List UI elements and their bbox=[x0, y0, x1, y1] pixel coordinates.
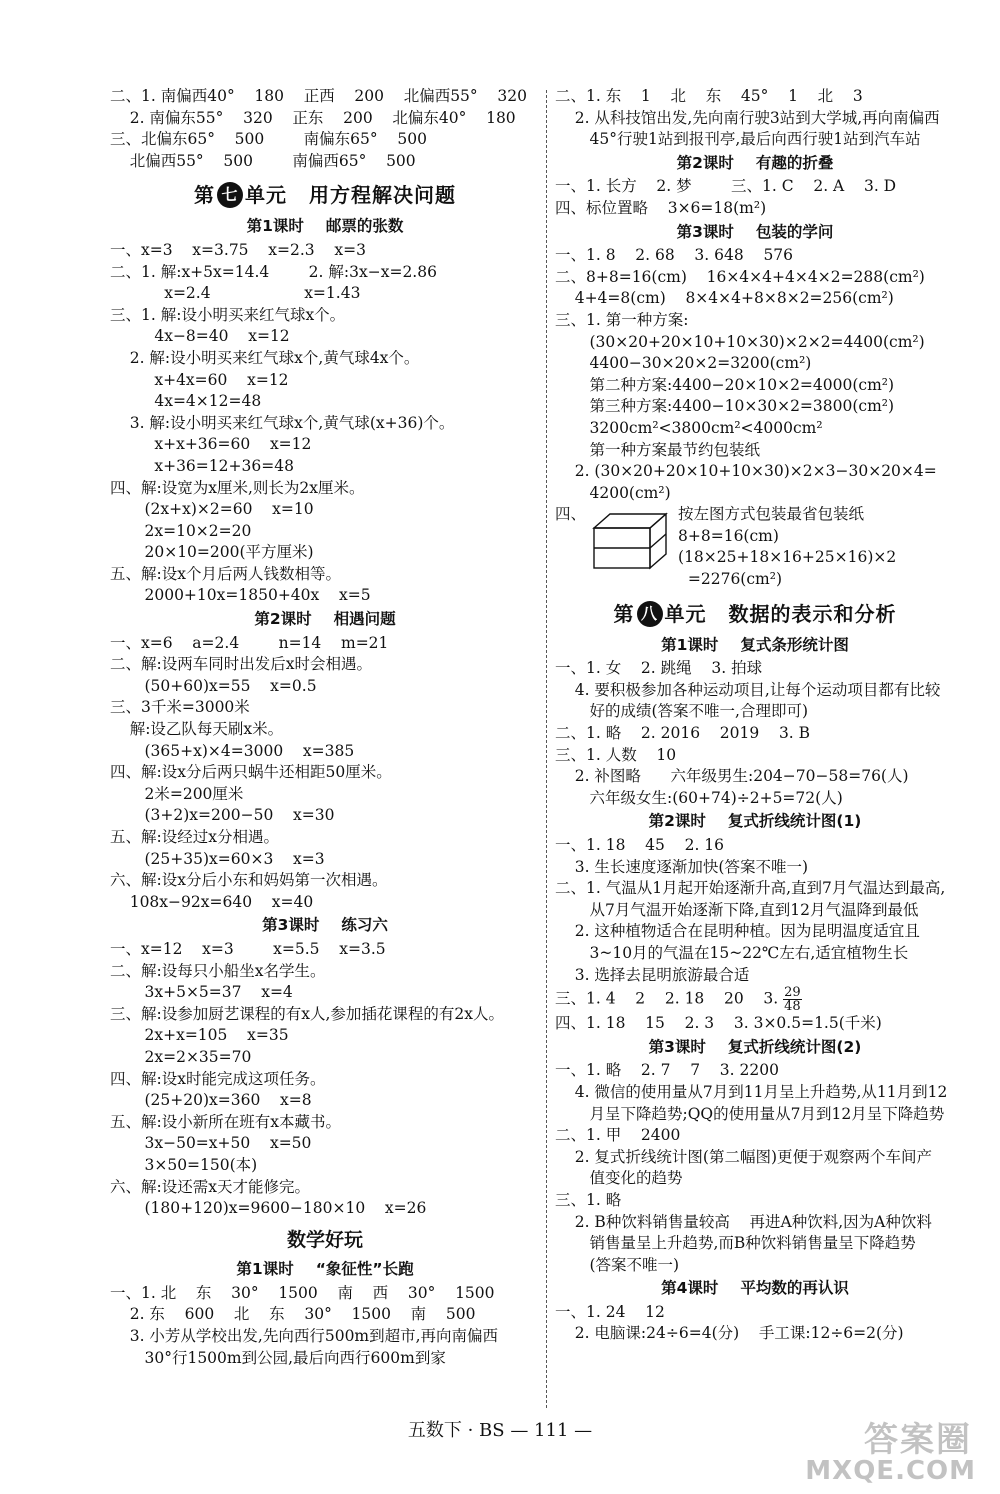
answer-line: 按左图方式包装最省包装纸 bbox=[678, 505, 865, 524]
answer-line: 一、1. 女 2. 跳绳 3. 拍球 bbox=[555, 659, 763, 678]
answer-line: 一、x=3 x=3.75 x=2.3 x=3 bbox=[110, 240, 366, 259]
lesson-practice6-answers bbox=[110, 939, 540, 1220]
lesson-average-answers bbox=[555, 1302, 955, 1345]
answer-line: 二、1. 甲 2400 bbox=[555, 1126, 681, 1145]
answer-line: 五、解:设小新所在班有x本藏书。 bbox=[110, 1112, 341, 1131]
lesson-label: 第2课时 bbox=[648, 812, 706, 831]
answer-line: 4200(cm²) bbox=[555, 483, 671, 502]
answer-line: 2. 电脑课:24÷6=4(分) 手工课:12÷6=2(分) bbox=[555, 1324, 904, 1343]
answer-line: 20×10=200(平方厘米) bbox=[110, 543, 314, 562]
answer-line: 四、解:设宽为x厘米,则长为2x厘米。 bbox=[110, 478, 365, 497]
unit-8-title bbox=[555, 601, 955, 627]
answer-line: 解:设乙队每天刷x米。 bbox=[110, 720, 284, 739]
answer-line: 3×50=150(本) bbox=[110, 1155, 258, 1174]
answer-line: 4400−30×20×2=3200(cm²) bbox=[555, 354, 812, 373]
answer-line: 3. 小芳从学校出发,先向西行500m到超市,再向南偏西 bbox=[110, 1327, 499, 1346]
lesson-name: 复式条形统计图 bbox=[740, 635, 849, 654]
answer-line: 一、1. 北 东 30° 1500 南 西 30° 1500 bbox=[110, 1283, 495, 1302]
answer-line: 一、1. 24 12 bbox=[555, 1302, 665, 1321]
watermark-url: MXQE.COM bbox=[805, 1456, 976, 1486]
lesson-line-chart-1-answers bbox=[555, 835, 955, 986]
answer-line: 3200cm²<3800cm²<4000cm² bbox=[555, 418, 823, 437]
answer-line: 2. (30×20+20×10+10×30)×2×3−30×20×4= bbox=[555, 462, 937, 481]
answer-line: 北偏西55° 500 南偏西65° 500 bbox=[110, 151, 416, 170]
answer-line: 4. 微信的使用量从7月到11月呈上升趋势,从11月到12 bbox=[555, 1082, 948, 1101]
answer-line: 二、1. 南偏西40° 180 正西 200 北偏西55° 320 bbox=[110, 87, 527, 105]
lesson-label: 第2课时 bbox=[676, 153, 734, 172]
lesson-name: 有趣的折叠 bbox=[755, 153, 834, 172]
answer-line: x+x+36=60 x=12 bbox=[110, 435, 312, 454]
unit-7-name: 用方程解决问题 bbox=[309, 183, 456, 208]
answer-line: 二、解:设每只小船坐x名学生。 bbox=[110, 961, 326, 980]
lesson-title-symbolic-run bbox=[110, 1259, 540, 1281]
lesson-label: 第3课时 bbox=[676, 222, 734, 241]
answer-line: 4x−8=40 x=12 bbox=[110, 327, 290, 346]
answer-line: 四、解:设x分后两只蜗牛还相距50厘米。 bbox=[110, 763, 392, 782]
answer-line: 3. 生长速度逐渐加快(答案不唯一) bbox=[555, 857, 809, 876]
answer-line: 六、解:设还需x天才能修完。 bbox=[110, 1177, 310, 1196]
question-number: 四、 bbox=[555, 505, 587, 524]
answer-line: 4+4=8(cm) 8×4×4+8×8×2=256(cm²) bbox=[555, 289, 894, 308]
watermark-logo bbox=[772, 1412, 982, 1490]
answer-line: 2. 解:设小明买来红气球x个,黄气球4x个。 bbox=[110, 348, 420, 367]
packaging-q4-lines bbox=[678, 504, 896, 590]
lesson-title-bar-chart bbox=[555, 635, 955, 657]
left-intro-lines bbox=[110, 86, 540, 172]
answer-line: 3x−50=x+50 x=50 bbox=[110, 1134, 312, 1153]
right-top-lines bbox=[555, 86, 955, 151]
answer-line: 一、1. 18 45 2. 16 bbox=[555, 836, 725, 854]
unit-7-number-badge: 七 bbox=[217, 182, 243, 208]
answer-line: 一、1. 8 2. 68 3. 648 576 bbox=[555, 246, 794, 265]
unit-8-name: 数据的表示和分析 bbox=[728, 601, 897, 626]
packaging-q4 bbox=[555, 504, 955, 590]
lesson-line-chart-2-answers bbox=[555, 1060, 955, 1276]
answer-line: 3x+5×5=37 x=4 bbox=[110, 983, 293, 1002]
answer-line: 六年级女生:(60+74)÷2+5=72(人) bbox=[555, 788, 843, 807]
fraction-line-prefix: 三、1. 4 2 2. 18 20 3. bbox=[555, 989, 784, 1008]
answer-line: 2. 从科技馆出发,先向南行驶3站到大学城,再向南偏西 bbox=[555, 108, 940, 127]
lesson-name: 邮票的张数 bbox=[325, 217, 404, 236]
answer-line: 一、1. 长方 2. 梦 三、1. C 2. A 3. D bbox=[555, 177, 897, 196]
answer-line: 销售量呈上升趋势,而B种饮料销售量呈下降趋势 bbox=[555, 1234, 916, 1253]
lesson-stamps-answers bbox=[110, 240, 540, 607]
column-divider bbox=[546, 90, 547, 1408]
answer-line: 六、解:设x分后小东和妈妈第一次相遇。 bbox=[110, 871, 388, 890]
answer-line: (30×20+20×10+10×30)×2×2=4400(cm²) bbox=[555, 332, 925, 351]
fraction bbox=[783, 986, 802, 1013]
answer-line: x+4x=60 x=12 bbox=[110, 370, 289, 389]
answer-line: 四、1. 18 15 2. 3 3. 3×0.5=1.5(千米) bbox=[555, 1014, 882, 1033]
answer-line: 30°行1500m到公园,最后向西行600m到家 bbox=[110, 1348, 446, 1367]
lesson-title-line-chart-1 bbox=[555, 811, 955, 833]
left-column bbox=[110, 86, 540, 1369]
answer-line: (18×25+18×16+25×16)×2 bbox=[678, 548, 897, 567]
answer-line: 2. B种饮料销售量较高 再进A种饮料,因为A种饮料 bbox=[555, 1212, 932, 1231]
answer-line: 二、解:设两车同时出发后x时会相遇。 bbox=[110, 655, 372, 674]
lesson-title-packaging bbox=[555, 222, 955, 244]
lesson-label: 第3课时 bbox=[648, 1037, 706, 1056]
answer-line: 三、解:设参加厨艺课程的有x人,参加插花课程的有2x人。 bbox=[110, 1004, 504, 1023]
lesson-meeting-answers bbox=[110, 633, 540, 914]
answer-line: 3~10月的气温在15~22℃左右,适宜植物生长 bbox=[555, 943, 909, 962]
answer-line: 二、8+8=16(cm) 16×4×4+4×4×2=288(cm²) bbox=[555, 267, 925, 286]
answer-line: 二、1. 解:x+5x=14.4 2. 解:3x−x=2.86 bbox=[110, 262, 437, 281]
answer-line: 第二种方案:4400−20×10×2=4000(cm²) bbox=[555, 375, 895, 394]
unit-7-prefix: 第 bbox=[194, 183, 215, 208]
page-footer: 五数下 · BS — 111 — bbox=[407, 1420, 593, 1441]
answer-line: x+36=12+36=48 bbox=[110, 456, 294, 475]
fraction-denominator: 48 bbox=[784, 999, 801, 1015]
lesson-title-stamps bbox=[110, 216, 540, 238]
answer-line: 3. 选择去昆明旅游最合适 bbox=[555, 965, 750, 984]
answer-line: 2x=10×2=20 bbox=[110, 521, 252, 540]
answer-line: 4x=4×12=48 bbox=[110, 392, 262, 411]
answer-line: (180+120)x=9600−180×10 x=26 bbox=[110, 1199, 427, 1218]
answer-line: (3+2)x=200−50 x=30 bbox=[110, 806, 335, 825]
lesson-title-folding bbox=[555, 153, 955, 175]
answer-line: 三、1. 第一种方案: bbox=[555, 310, 689, 329]
lesson-title-practice6 bbox=[110, 915, 540, 937]
answer-line: =2276(cm²) bbox=[678, 570, 782, 589]
answer-line: (25+20)x=360 x=8 bbox=[110, 1091, 312, 1110]
unit-7-title bbox=[110, 182, 540, 208]
lesson-folding-answers bbox=[555, 176, 955, 219]
lesson-title-average bbox=[555, 1278, 955, 1300]
lesson-label: 第1课时 bbox=[661, 635, 719, 654]
lesson-label: 第1课时 bbox=[246, 217, 304, 236]
lesson-label: 第2课时 bbox=[254, 610, 312, 629]
answer-line: 2. 这种植物适合在昆明种植。因为昆明温度适宜且 bbox=[555, 922, 920, 941]
answer-line: 三、北偏东65° 500 南偏东65° 500 bbox=[110, 130, 427, 149]
answer-line: 2000+10x=1850+40x x=5 bbox=[110, 586, 371, 605]
answer-line: 2. 南偏东55° 320 正东 200 北偏东40° 180 bbox=[110, 108, 516, 127]
stacked-box-figure bbox=[590, 510, 670, 574]
answer-line: (25+35)x=60×3 x=3 bbox=[110, 849, 325, 868]
fraction-numerator: 29 bbox=[784, 985, 801, 1001]
answer-line: 第一种方案最节约包装纸 bbox=[555, 440, 760, 459]
lesson-line-chart-1-after bbox=[555, 1013, 955, 1035]
section-title-math-fun: 数学好玩 bbox=[286, 1228, 363, 1251]
answer-line: 2. 复式折线统计图(第二幅图)更便于观察两个车间产 bbox=[555, 1147, 933, 1166]
answer-line: 值变化的趋势 bbox=[555, 1169, 683, 1188]
answer-line: 一、1. 略 2. 7 7 3. 2200 bbox=[555, 1061, 779, 1080]
lesson-bar-chart-answers bbox=[555, 658, 955, 809]
answer-line: 三、3千米=3000米 bbox=[110, 698, 250, 717]
answer-line: 2x=2×35=70 bbox=[110, 1047, 252, 1066]
lesson-title-meeting bbox=[110, 609, 540, 631]
answer-line: 2. 东 600 北 东 30° 1500 南 500 bbox=[110, 1305, 476, 1324]
lesson-title-line-chart-2 bbox=[555, 1037, 955, 1059]
answer-line: 一、x=12 x=3 x=5.5 x=3.5 bbox=[110, 939, 386, 958]
lesson-name: 包装的学问 bbox=[755, 222, 834, 241]
answer-line: 四、标位置略 3×6=18(m²) bbox=[555, 198, 767, 217]
answer-line: 45°行驶1站到报刊亭,最后向西行驶1站到汽车站 bbox=[555, 130, 921, 149]
answer-line: 二、1. 东 1 北 东 45° 1 北 3 bbox=[555, 87, 863, 105]
unit-7-suffix: 单元 bbox=[245, 183, 287, 208]
answer-line: 三、1. 略 bbox=[555, 1190, 622, 1209]
answer-line: 108x−92x=640 x=40 bbox=[110, 892, 314, 911]
answer-line: 3. 解:设小明买来红气球x个,黄气球(x+36)个。 bbox=[110, 413, 455, 432]
answer-line: 二、1. 略 2. 2016 2019 3. B bbox=[555, 724, 811, 743]
lesson-label: 第3课时 bbox=[262, 916, 320, 935]
answer-line: x=2.4 x=1.43 bbox=[110, 284, 361, 303]
watermark-text: 答案圈 bbox=[864, 1420, 972, 1460]
right-column bbox=[555, 86, 955, 1345]
unit-8-number-badge: 八 bbox=[637, 601, 663, 627]
answer-line: 月呈下降趋势;QQ的使用量从7月到12月呈下降趋势 bbox=[555, 1104, 945, 1123]
answer-line: 一、x=6 a=2.4 n=14 m=21 bbox=[110, 633, 389, 652]
answer-line: 2x+x=105 x=35 bbox=[110, 1026, 289, 1045]
lesson-symbolic-run-answers bbox=[110, 1283, 540, 1369]
lesson-label: 第1课时 bbox=[236, 1260, 294, 1279]
answer-line: 五、解:设x个月后两人钱数相等。 bbox=[110, 564, 341, 583]
answer-line: 三、1. 人数 10 bbox=[555, 745, 677, 764]
lesson-name: 复式折线统计图(2) bbox=[727, 1037, 862, 1056]
lesson-label: 第4课时 bbox=[661, 1279, 719, 1298]
lesson-name: 平均数的再认识 bbox=[740, 1279, 849, 1298]
answer-line: 从7月气温开始逐渐下降,直到12月气温降到最低 bbox=[555, 900, 919, 919]
answer-line: 好的成绩(答案不唯一,合理即可) bbox=[555, 702, 809, 721]
lesson-packaging-answers bbox=[555, 245, 955, 504]
answer-line: 2. 补图略 六年级男生:204−70−58=76(人) bbox=[555, 767, 909, 786]
unit-8-prefix: 第 bbox=[613, 601, 635, 626]
answer-line: (365+x)×4=3000 x=385 bbox=[110, 741, 355, 760]
answer-line: 二、1. 气温从1月起开始逐渐升高,直到7月气温达到最高, bbox=[555, 879, 946, 898]
answer-line: 三、1. 解:设小明买来红气球x个。 bbox=[110, 305, 346, 324]
lesson-name: “象征性”长跑 bbox=[315, 1260, 414, 1279]
lesson-name: 练习六 bbox=[341, 916, 388, 935]
answer-line: (答案不唯一) bbox=[555, 1255, 680, 1274]
answer-line: (50+60)x=55 x=0.5 bbox=[110, 676, 317, 695]
lesson-name: 相遇问题 bbox=[333, 610, 396, 629]
answer-line: 4. 要积极参加各种运动项目,让每个运动项目都有比较 bbox=[555, 680, 941, 699]
fraction-line bbox=[555, 986, 955, 1013]
lesson-name: 复式折线统计图(1) bbox=[727, 812, 862, 831]
answer-line: 五、解:设经过x分相遇。 bbox=[110, 828, 279, 846]
answer-line: 四、解:设x时能完成这项任务。 bbox=[110, 1069, 326, 1088]
answer-line: 8+8=16(cm) bbox=[678, 526, 779, 545]
answer-line: 2米=200厘米 bbox=[110, 784, 244, 803]
answer-line: 第三种方案:4400−10×30×2=3800(cm²) bbox=[555, 397, 895, 416]
answer-line: (2x+x)×2=60 x=10 bbox=[110, 500, 314, 519]
unit-8-suffix: 单元 bbox=[664, 601, 707, 626]
